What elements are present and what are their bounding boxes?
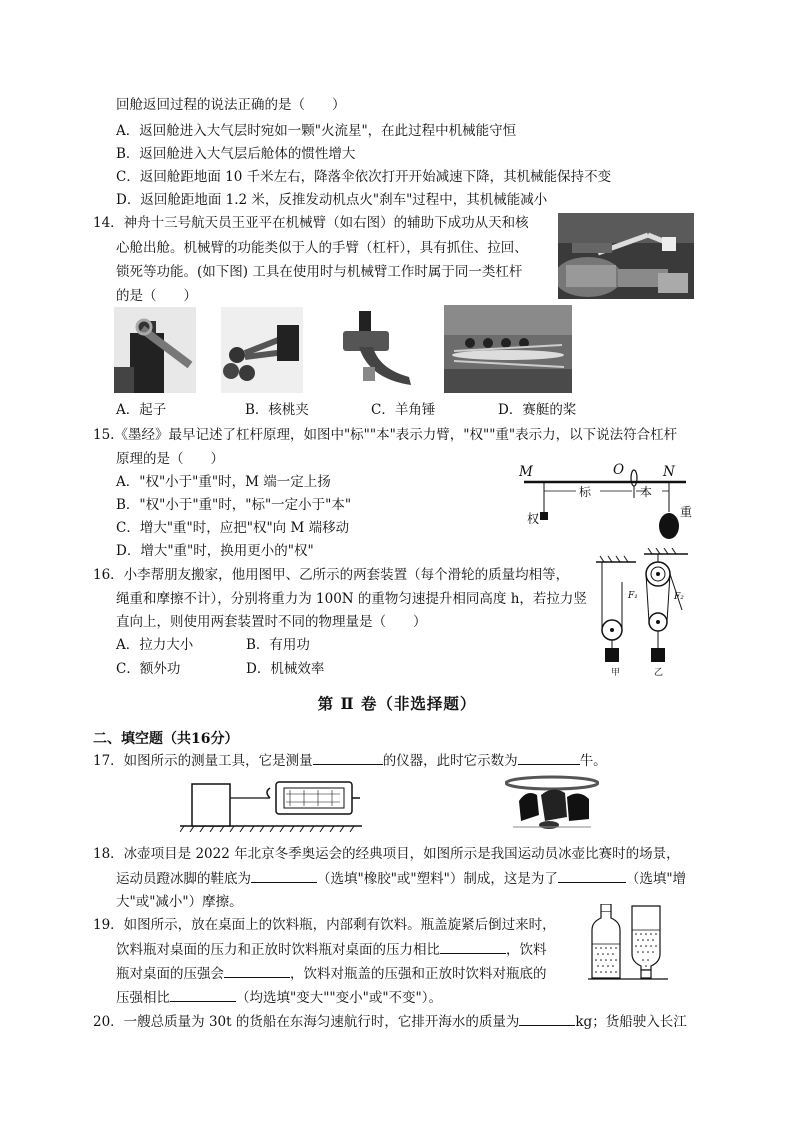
q15-option-d: D．增大"重"时，换用更小的"权" [116,543,314,559]
q14-line-2: 心舱出舱。机械臂的功能类似于人的手臂（杠杆），具有抓住、拉回、 [116,240,528,256]
q19-line-4-b: （均选填"变大""变小"或"不变"）。 [236,990,443,1006]
q18-line-2 [116,869,686,888]
q14-line-1: 14．神舟十三号航天员王亚平在机械臂（如右图）的辅助下成功从天和核 [93,215,529,231]
q19-line-2-a: 饮料瓶对桌面的压力和正放时饮料瓶对桌面的压力相比 [116,942,440,958]
q19-line-3-b: ，饮料对瓶盖的压强和正放时饮料对瓶底的 [290,966,547,982]
q14-line-4: 的是（ ） [116,288,197,304]
q18-line-2-c: （选填"增 [625,871,687,887]
q15-line-1: 15.《墨经》最早记述了杠杆原理，如图中"标""本"表示力臂，"权""重"表示力，以下说法符合杠杆 [93,427,678,443]
q17-text [93,751,607,770]
q19-line-4-a: 压强相比 [116,990,170,1006]
pulley-diagram [594,548,698,674]
q15-option-c: C．增大"重"时，应把"权"向 M 端移动 [116,520,350,536]
q19-line-1: 19．如图所示，放在桌面上的饮料瓶，内部剩有饮料。瓶盖旋紧后倒过来时， [93,917,556,933]
q16-line-2: 绳重和摩擦不计），分别将重力为 100N 的重物匀速提升相同高度 h，若拉力竖 [116,591,587,607]
claw-hammer-photo [329,307,421,393]
q16-option-a: A．拉力大小 [116,637,194,653]
q14-option-a: A．起子 [116,402,167,418]
lever-label-quan: 权 [527,512,540,526]
bottles-diagram [588,904,668,982]
q19-line-3 [116,964,547,983]
q17-blank-1[interactable] [313,751,383,765]
q16-option-b: B．有用功 [246,637,310,653]
pulley-label-yi: 乙 [654,668,664,678]
pulley-label-f1: F₁ [628,591,638,601]
lever-label-o: O [613,462,625,478]
fill-in-heading: 二、填空题（共16分） [93,731,239,747]
q17-blank-2[interactable] [518,751,580,765]
q15-option-a: A．"权"小于"重"时，M 端一定上扬 [116,474,331,490]
q18-line-3: 大"或"减小"）摩擦。 [116,894,243,910]
nutcracker-photo [221,307,303,393]
pulley-label-f2: F₂ [674,592,684,602]
q15-option-b: B．"权"小于"重"时，"标"一定小于"本" [116,497,352,513]
q18-line-2-a: 运动员蹬冰脚的鞋底为 [116,871,251,887]
q20-blank-1[interactable] [519,1012,575,1026]
q16-line-1: 16．小李帮朋友搬家，他用图甲、乙所示的两套装置（每个滑轮的质量均相等， [93,567,570,583]
q13-option-a: A．返回舱进入大气层时宛如一颗"火流星"，在此过程中机械能守恒 [116,123,517,139]
q19-blank-1[interactable] [440,940,506,954]
section-2-title: 第 Ⅱ 卷（非选择题） [317,694,477,713]
spring-scale-diagram [180,776,362,832]
q19-line-4 [116,988,442,1007]
bottle-opener-photo [114,307,196,393]
q18-blank-2[interactable] [558,869,626,883]
q16-option-c: C．额外功 [116,661,181,677]
q16-option-d: D．机械效率 [246,661,325,677]
lever-label-m: M [519,464,533,480]
q13-option-c: C．返回舱距地面 10 千米左右，降落伞依次打开开始减速下降，其机械能保持不变 [116,169,612,185]
q20-line [93,1012,687,1031]
q14-option-d: D．赛艇的桨 [498,402,577,418]
q16-line-3: 直向上，则使用两套装置时不同的物理量是（ ） [116,614,427,630]
q13-option-b: B．返回舱进入大气层后舱体的惯性增大 [116,146,356,162]
q20-part-1: 20．一艘总质量为 30t 的货船在东海匀速航行时，它排开海水的质量为 [93,1014,520,1030]
q17-part-2: 的仪器，此时它示数为 [382,753,518,769]
q14-option-c: C．羊角锤 [371,402,436,418]
q19-line-2 [116,940,547,959]
q17-part-1: 17．如图所示的测量工具，它是测量 [93,753,313,769]
lever-label-zhong: 重 [680,505,693,519]
lever-label-biao: 标 [579,485,592,499]
q19-line-3-a: 瓶对桌面的压强会 [116,966,224,982]
q18-blank-1[interactable] [251,869,317,883]
q14-option-b: B．核桃夹 [245,402,309,418]
lever-label-ben: 本 [640,485,653,499]
q14-line-3: 锁死等功能。(如下图) 工具在使用时与机械臂工作时属于同一类杠杆 [116,264,523,280]
q19-blank-3[interactable] [170,988,236,1002]
q19-blank-2[interactable] [224,964,290,978]
q18-line-2-b: （选填"橡胶"或"塑料"）制成，这是为了 [317,871,558,887]
q13-stem-tail: 回舱返回过程的说法正确的是（ ） [116,97,346,113]
q19-line-2-b: ，饮料 [506,942,547,958]
pulley-label-jia: 甲 [611,668,621,678]
q20-part-2: kg；货船驶入长江 [575,1014,687,1030]
robotic-arm-photo [558,213,694,299]
q18-line-1: 18．冰壶项目是 2022 年北京冬季奥运会的经典项目，如图所示是我国运动员冰壶比赛时的场景， [93,846,680,862]
curling-photo [505,775,599,833]
rowing-boat-photo [444,305,572,393]
lever-label-n: N [663,464,675,480]
q13-option-d: D．返回舱距地面 1.2 米，反推发动机点火"刹车"过程中，其机械能减小 [116,192,548,208]
q17-part-3: 牛。 [579,753,607,769]
q15-line-2: 原理的是（ ） [116,451,224,467]
